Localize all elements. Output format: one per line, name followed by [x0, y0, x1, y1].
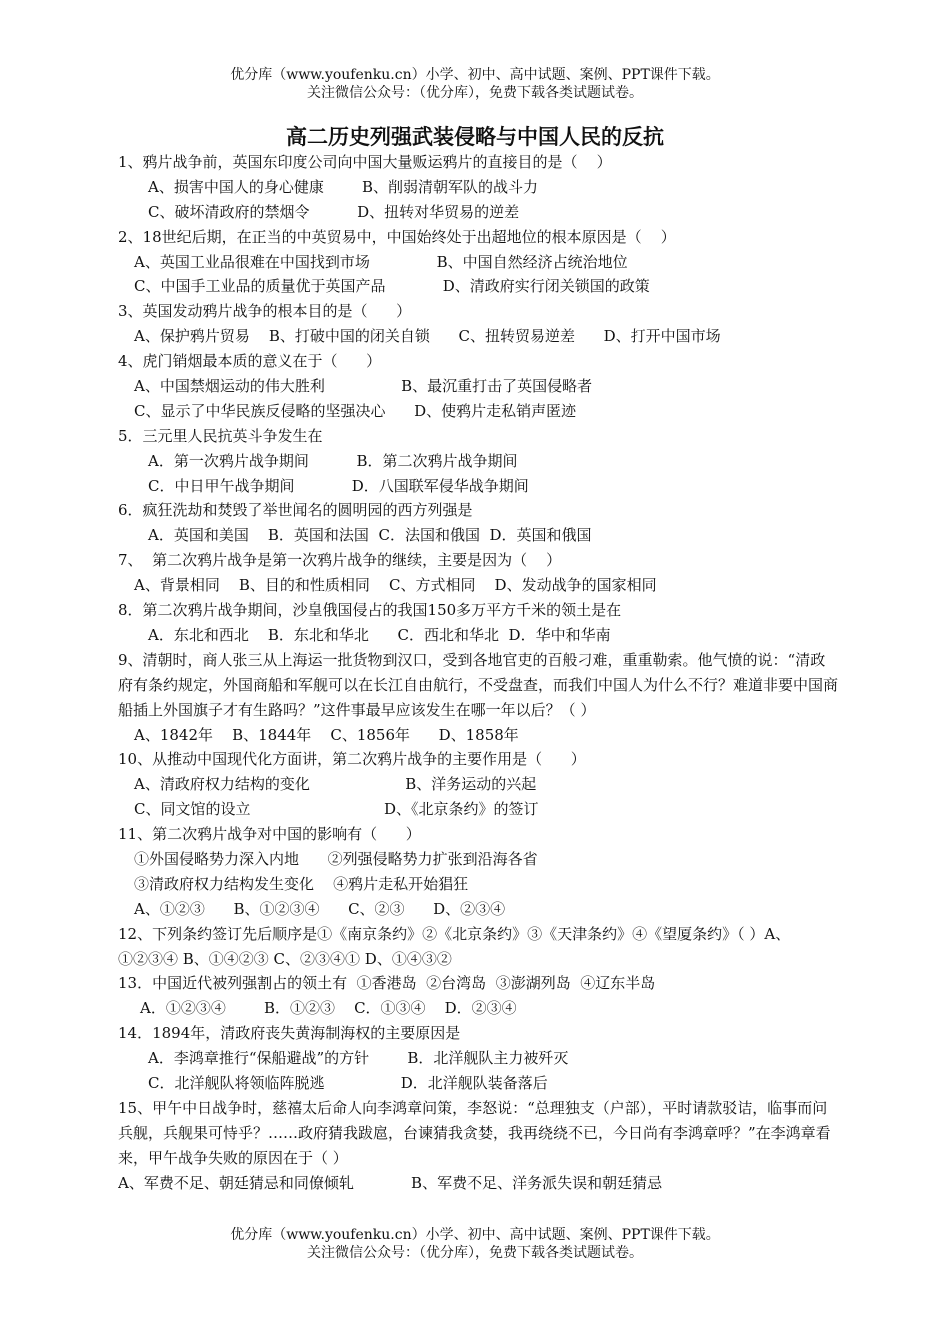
- question-13: 13．中国近代被列强割占的领土有 ①香港岛 ②台湾岛 ③澎湖列岛 ④辽东半岛: [118, 974, 656, 993]
- q6-options: A．英国和美国 B．英国和法国 C．法国和俄国 D．英国和俄国: [148, 526, 592, 545]
- q7-options: A、背景相同 B、目的和性质相同 C、方式相同 D、发动战争的国家相同: [134, 576, 657, 595]
- q13-options: A．①②③④ B．①②③ C．①③④ D．②③④: [140, 999, 517, 1018]
- q10-options-ab: A、清政府权力结构的变化 B、洋务运动的兴起: [134, 775, 537, 794]
- q14-options-ab: A．李鸿章推行“保船避战”的方针 B．北洋舰队主力被歼灭: [148, 1049, 569, 1068]
- question-12: 12、下列条约签订先后顺序是①《南京条约》②《北京条约》③《天津条约》④《望厦条约》（ ）A、①②③④ B、①④②③ C、②③④① D、①④③②: [118, 924, 791, 968]
- q4-options-ab: A、中国禁烟运动的伟大胜利 B、最沉重打击了英国侵略者: [134, 377, 593, 396]
- question-15: 15、甲午中日战争时，慈禧太后命人向李鸿章问策，李怒说：“总理独支（户部），平时请款驳诘，临事而问兵舰，兵舰果可恃乎？……政府猜我跋扈，台谏猜我贪婪，我再绕绕不已，今日尚有李鸿章呼？”在李鸿章看来，甲午战争失败的原因在于（ ）: [118, 1098, 831, 1167]
- question-9: 9、清朝时，商人张三从上海运一批货物到汉口，受到各地官吏的百般刁难，重重勒索。他气愤的说：“清政府有条约规定，外国商船和军舰可以在长江自由航行，不受盘查，而我们中国人为什么不行？难道非要中国商船插上外国旗子才有生路吗？”这件事最早应该发生在哪一年以后？（ ）: [118, 650, 839, 719]
- page-header: [0, 66, 950, 102]
- q11-statements-34: ③清政府权力结构发生变化 ④鸦片走私开始猖狂: [134, 874, 469, 893]
- header-line-2: 关注微信公众号：（优分库），免费下载各类试题试卷。: [307, 85, 643, 101]
- question-5: 5．三元里人民抗英斗争发生在: [118, 426, 323, 445]
- footer-line-1: 优分库（www.youfenku.cn）小学、初中、高中试题、案例、PPT课件下载。: [230, 1227, 720, 1243]
- question-6: 6．疯狂洗劫和焚毁了举世闻名的圆明园的西方列强是: [118, 501, 473, 520]
- q2-options-ab: A、英国工业品很难在中国找到市场 B、中国自然经济占统治地位: [134, 252, 628, 271]
- q10-options-cd: C、同文馆的设立 D、《北京条约》的签订: [134, 800, 539, 819]
- q2-options-cd: C、中国手工业品的质量优于英国产品 D、清政府实行闭关锁国的政策: [134, 277, 650, 296]
- q11-statements-12: ①外国侵略势力深入内地 ②列强侵略势力扩张到沿海各省: [134, 849, 538, 868]
- q15-options-ab: A、军费不足、朝廷猜忌和同僚倾轧 B、军费不足、洋务派失误和朝廷猜忌: [118, 1173, 663, 1192]
- q5-options-ab: A．第一次鸦片战争期间 B．第二次鸦片战争期间: [148, 451, 518, 470]
- q14-options-cd: C．北洋舰队将领临阵脱逃 D．北洋舰队装备落后: [148, 1074, 548, 1093]
- q5-options-cd: C．中日甲午战争期间 D．八国联军侵华战争期间: [148, 476, 529, 495]
- question-11: 11、第二次鸦片战争对中国的影响有（ ）: [118, 825, 421, 844]
- question-7: 7、 第二次鸦片战争是第一次鸦片战争的继续，主要是因为（ ）: [118, 551, 562, 570]
- q4-options-cd: C、显示了中华民族反侵略的坚强决心 D、使鸦片走私销声匿迹: [134, 401, 577, 420]
- page-footer: [0, 1226, 950, 1262]
- question-14: 14．1894年，清政府丧失黄海制海权的主要原因是: [118, 1024, 461, 1043]
- question-body: [118, 150, 838, 1196]
- header-line-1: 优分库（www.youfenku.cn）小学、初中、高中试题、案例、PPT课件下载。: [230, 67, 720, 83]
- question-2: 2、18世纪后期，在正当的中英贸易中，中国始终处于出超地位的根本原因是（ ）: [118, 227, 676, 246]
- q9-options: A、1842年 B、1844年 C、1856年 D、1858年: [134, 725, 519, 744]
- question-3: 3、英国发动鸦片战争的根本目的是（ ）: [118, 302, 412, 321]
- q1-options-ab: A、损害中国人的身心健康 B、削弱清朝军队的战斗力: [148, 177, 539, 196]
- q11-options: A、①②③ B、①②③④ C、②③ D、②③④: [134, 899, 506, 918]
- q1-options-cd: C、破坏清政府的禁烟令 D、扭转对华贸易的逆差: [148, 202, 520, 221]
- question-1: 1、鸦片战争前，英国东印度公司向中国大量贩运鸦片的直接目的是（ ）: [118, 153, 612, 171]
- question-4: 4、虎门销烟最本质的意义在于（ ）: [118, 352, 382, 371]
- document-title: 高二历史列强武装侵略与中国人民的反抗: [286, 124, 664, 149]
- q3-options: A、保护鸦片贸易 B、打破中国的闭关自锁 C、扭转贸易逆差 D、打开中国市场: [134, 327, 721, 346]
- footer-line-2: 关注微信公众号：（优分库），免费下载各类试题试卷。: [307, 1245, 643, 1261]
- question-10: 10、从推动中国现代化方面讲，第二次鸦片战争的主要作用是（ ）: [118, 750, 586, 769]
- q8-options: A．东北和西北 B．东北和华北 C．西北和华北 D．华中和华南: [148, 625, 611, 644]
- question-8: 8．第二次鸦片战争期间，沙皇俄国侵占的我国150多万平方千米的领土是在: [118, 601, 622, 620]
